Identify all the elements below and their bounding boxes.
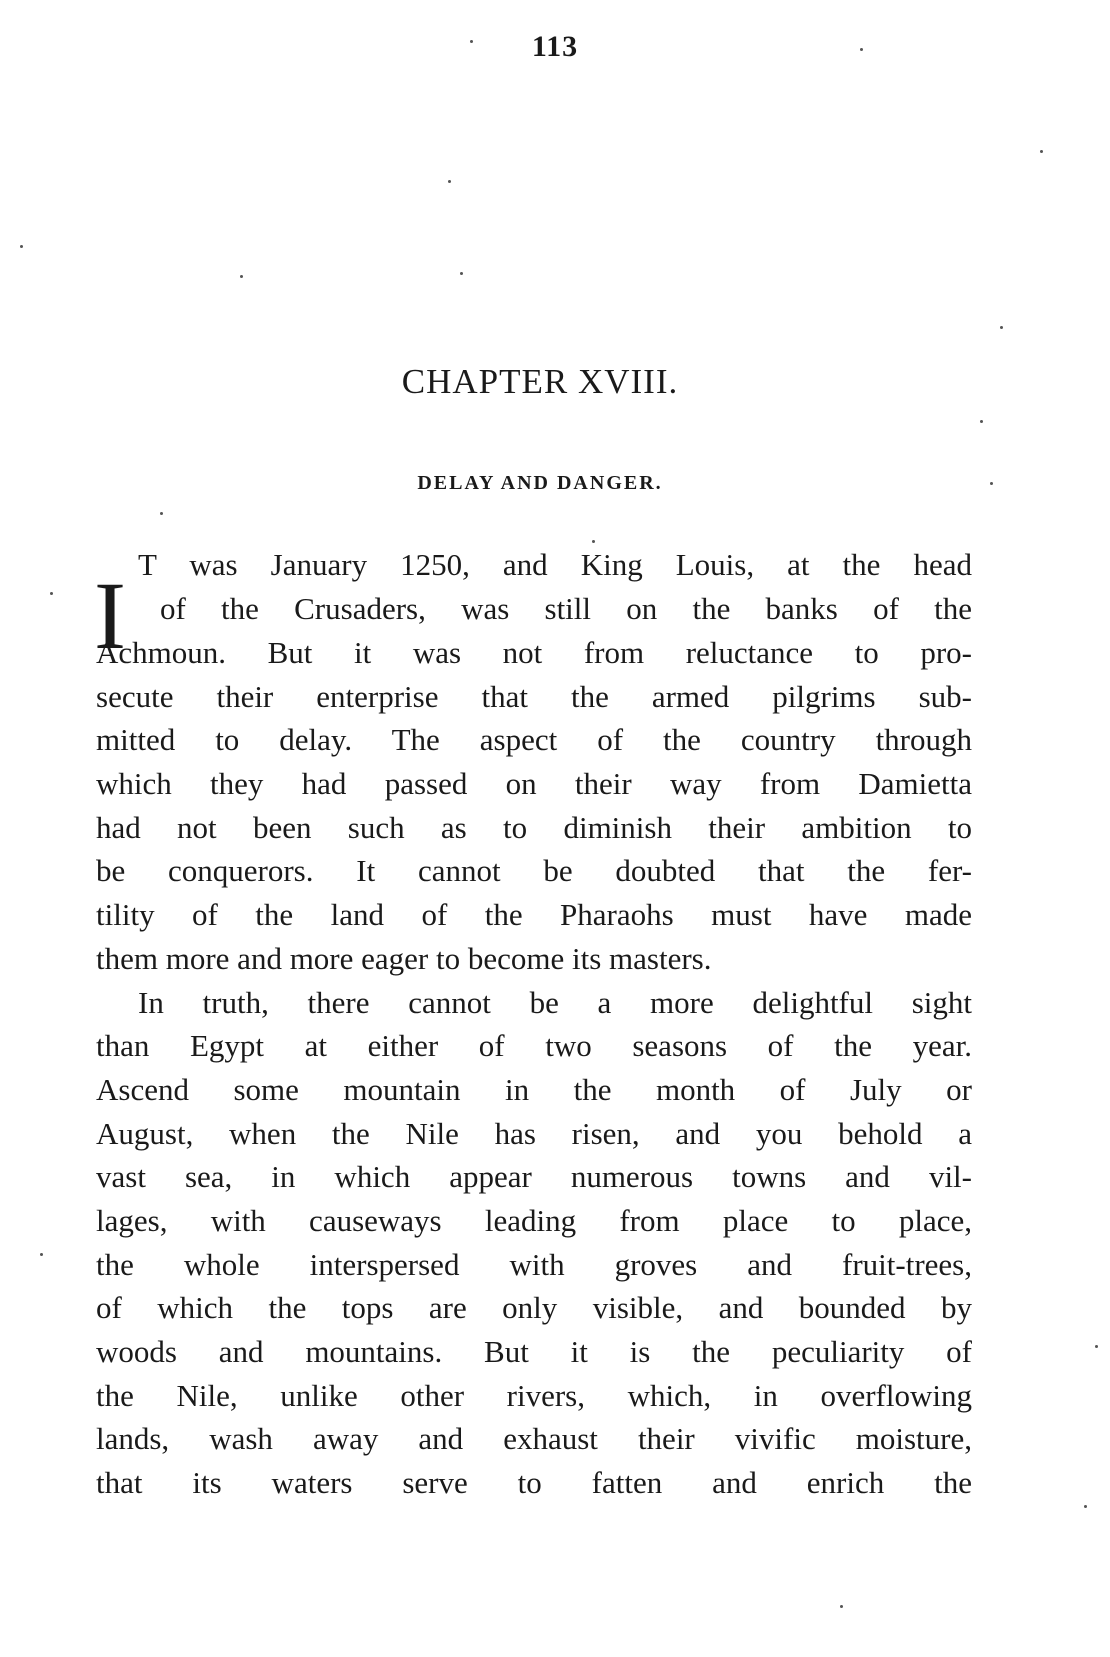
paragraph-1-line: tility of the land of the Pharaohs must have made: [96, 897, 972, 932]
scan-speck: [470, 40, 473, 43]
paragraph-1-line: Achmoun. But it was not from reluctance to pro-: [96, 635, 972, 670]
paragraph-2-line: of which the tops are only visible, and bounded by: [96, 1290, 972, 1325]
scan-speck: [20, 245, 23, 248]
scan-speck: [1095, 1345, 1098, 1348]
chapter-title: CHAPTER XVIII.: [401, 362, 679, 401]
paragraph-1-line: T was January 1250, and King Louis, at the head: [138, 547, 972, 582]
drop-cap: I: [94, 562, 126, 669]
paragraph-1-line: mitted to delay. The aspect of the country through: [96, 722, 972, 757]
paragraph-2-line: Ascend some mountain in the month of July or: [96, 1072, 972, 1107]
scan-speck: [592, 540, 595, 543]
paragraph-2-line: vast sea, in which appear numerous towns and vil-: [96, 1159, 972, 1194]
scan-speck: [860, 48, 863, 51]
scan-speck: [990, 482, 993, 485]
scan-speck: [840, 1605, 843, 1608]
chapter-subtitle: DELAY AND DANGER.: [417, 472, 663, 494]
scan-speck: [50, 592, 53, 595]
paragraph-1-line: them more and more eager to become its masters.: [96, 941, 712, 976]
paragraph-2-line: woods and mountains. But it is the peculiarity of: [96, 1334, 972, 1369]
paragraph-1-line: which they had passed on their way from Damietta: [96, 766, 972, 801]
paragraph-2-line: than Egypt at either of two seasons of the year.: [96, 1028, 972, 1063]
paragraph-2-line: lages, with causeways leading from place to place,: [96, 1203, 972, 1238]
paragraph-1-line: be conquerors. It cannot be doubted that the fer-: [96, 853, 972, 888]
scan-speck: [1084, 1505, 1087, 1508]
page-number: 113: [531, 30, 579, 63]
paragraph-1-line: secute their enterprise that the armed pilgrims sub-: [96, 679, 972, 714]
paragraph-2-line: lands, wash away and exhaust their vivific moisture,: [96, 1421, 972, 1456]
paragraph-2-line: August, when the Nile has risen, and you behold a: [96, 1116, 972, 1151]
scan-speck: [980, 420, 983, 423]
paragraph-2-line: In truth, there cannot be a more delightful sight: [138, 985, 972, 1020]
scan-speck: [460, 272, 463, 275]
paragraph-2-line: the Nile, unlike other rivers, which, in overflowing: [96, 1378, 972, 1413]
paragraph-1-line: had not been such as to diminish their ambition to: [96, 810, 972, 845]
scan-speck: [160, 512, 163, 515]
scan-speck: [240, 275, 243, 278]
scan-speck: [448, 180, 451, 183]
scan-speck: [1000, 326, 1003, 329]
paragraph-1-line: of the Crusaders, was still on the banks of the: [160, 591, 972, 626]
paragraph-2-line: the whole interspersed with groves and fruit-trees,: [96, 1247, 972, 1282]
scan-speck: [1040, 150, 1043, 153]
scan-speck: [40, 1253, 43, 1256]
paragraph-2-line: that its waters serve to fatten and enrich the: [96, 1465, 972, 1500]
